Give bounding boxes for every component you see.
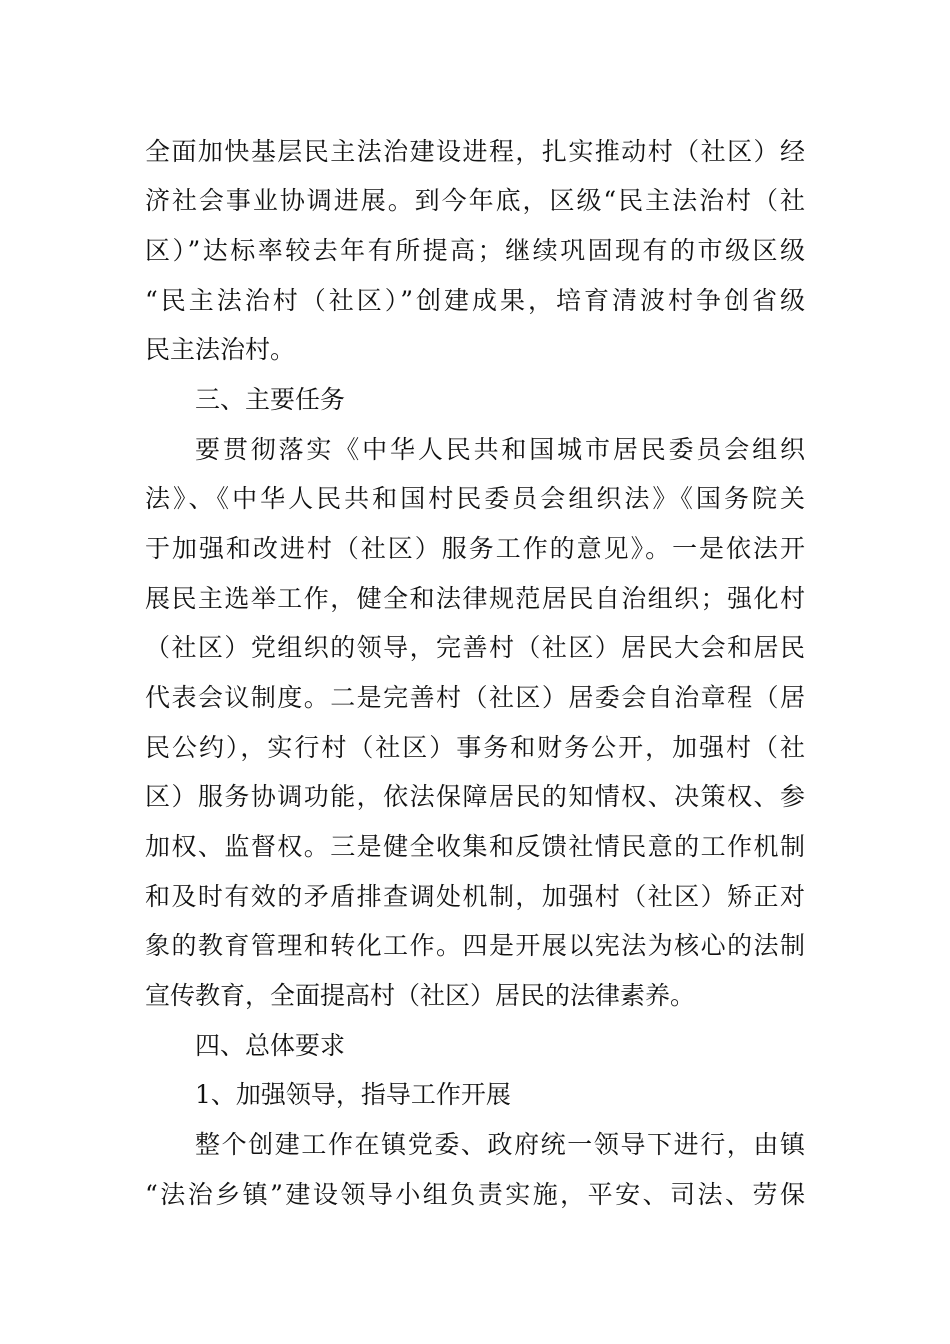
text-line: 要贯彻落实《中华人民共和国城市居民委员会组织 [195,435,805,464]
section-heading: 四、总体要求 [195,1031,346,1060]
text-line: 全面加快基层民主法治建设进程，扎实推动村（社区）经 [145,137,805,166]
text-line: 宣传教育，全面提高村（社区）居民的法律素养。 [145,981,696,1010]
text-line: “民主法治村（社区）”创建成果，培育清波村争创省级 [145,286,805,315]
text-line: 和及时有效的矛盾排查调处机制，加强村（社区）矫正对 [145,882,805,911]
text-line: 济社会事业协调进展。到今年底，区级“民主法治村（社 [145,186,805,215]
text-line: 区）”达标率较去年有所提高；继续巩固现有的市级区级 [145,236,805,265]
text-line: 展民主选举工作，健全和法律规范居民自治组织；强化村 [145,584,805,613]
text-line: 代表会议制度。二是完善村（社区）居委会自治章程（居 [145,683,805,712]
text-line: 整个创建工作在镇党委、政府统一领导下进行，由镇 [195,1130,805,1159]
text-line: （社区）党组织的领导，完善村（社区）居民大会和居民 [145,633,805,662]
text-line: 象的教育管理和转化工作。四是开展以宪法为核心的法制 [145,931,805,960]
text-line: 于加强和改进村（社区）服务工作的意见》。一是依法开 [145,534,805,563]
section-heading: 三、主要任务 [195,385,346,414]
text-line: 民公约），实行村（社区）事务和财务公开，加强村（社 [145,733,805,762]
subsection-heading: 1、加强领导，指导工作开展 [195,1080,511,1109]
text-line: 区）服务协调功能，依法保障居民的知情权、决策权、参 [145,782,805,811]
text-line: 加权、监督权。三是健全收集和反馈社情民意的工作机制 [145,832,805,861]
text-line: 民主法治村。 [145,335,296,364]
text-line: “法治乡镇”建设领导小组负责实施，平安、司法、劳保 [145,1180,805,1209]
text-line: 法》、《中华人民共和国村民委员会组织法》《国务院关 [145,484,805,513]
